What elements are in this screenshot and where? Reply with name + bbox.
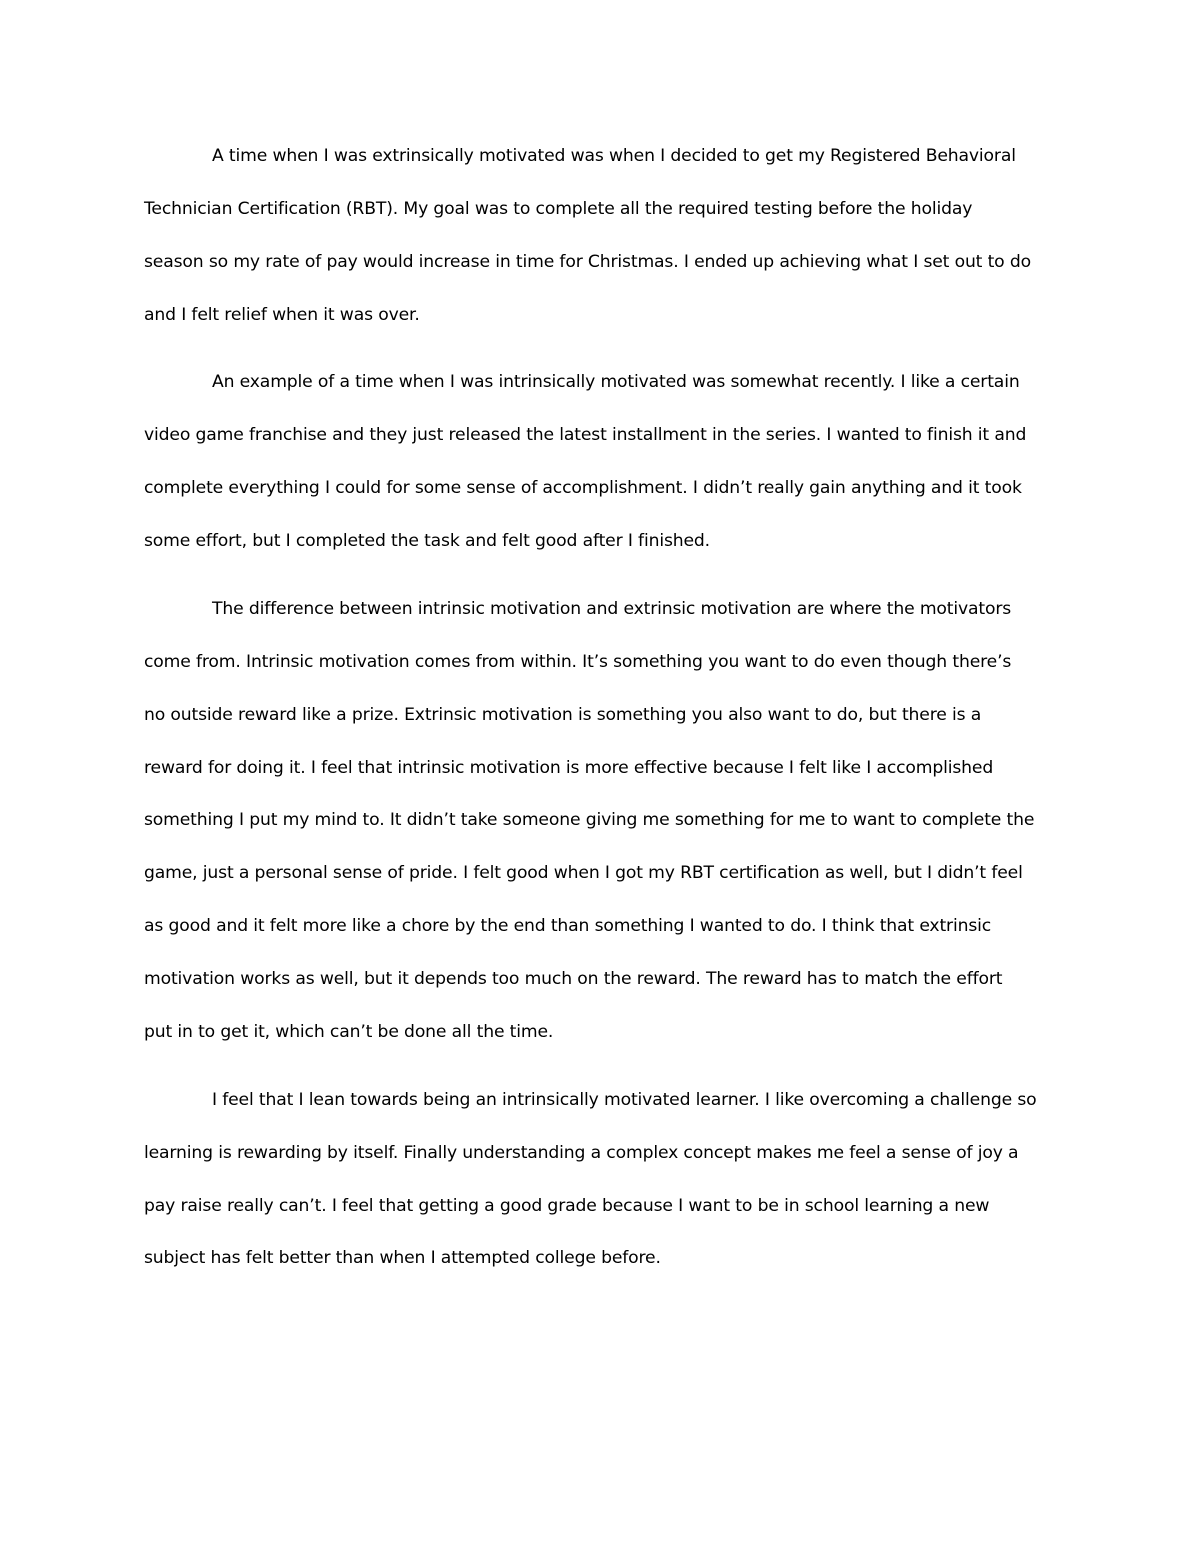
paragraph-3-line-4: reward for doing it. I feel that intrinsic motivation is more effective because I felt like I accomplished	[144, 758, 994, 778]
paragraph-4-line-2: learning is rewarding by itself. Finally understanding a complex concept makes me feel a sense of joy a	[144, 1143, 1019, 1163]
paragraph-1-line-1: A time when I was extrinsically motivated was when I decided to get my Registered Behavioral	[212, 146, 1016, 166]
paragraph-3-line-3: no outside reward like a prize. Extrinsic motivation is something you also want to do, but there is a	[144, 705, 982, 725]
paragraph-3-line-8: motivation works as well, but it depends too much on the reward. The reward has to match the effort	[144, 969, 1003, 989]
paragraph-3-line-7: as good and it felt more like a chore by the end than something I wanted to do. I think that extrinsic	[144, 916, 992, 936]
paragraph-1-line-2: Technician Certification (RBT). My goal was to complete all the required testing before the holiday	[144, 199, 973, 219]
paragraph-1-line-3: season so my rate of pay would increase in time for Christmas. I ended up achieving what I set out to do	[144, 252, 1031, 272]
paragraph-2-line-2: video game franchise and they just released the latest installment in the series. I wanted to finish it and	[144, 425, 1027, 445]
paragraph-3-line-1: The difference between intrinsic motivation and extrinsic motivation are where the motivators	[212, 599, 1012, 619]
paragraph-4-line-3: pay raise really can’t. I feel that getting a good grade because I want to be in school learning a new	[144, 1196, 990, 1216]
paragraph-3-line-6: game, just a personal sense of pride. I felt good when I got my RBT certification as well, but I didn’t feel	[144, 863, 1023, 883]
paragraph-2-line-1: An example of a time when I was intrinsically motivated was somewhat recently. I like a certain	[212, 372, 1020, 392]
paragraph-3-line-9: put in to get it, which can’t be done all the time.	[144, 1022, 554, 1042]
paragraph-1-line-4: and I felt relief when it was over.	[144, 305, 420, 325]
paragraph-3-line-2: come from. Intrinsic motivation comes from within. It’s something you want to do even though there’s	[144, 652, 1012, 672]
paragraph-4-line-1: I feel that I lean towards being an intrinsically motivated learner. I like overcoming a challenge so	[212, 1090, 1037, 1110]
paragraph-2-line-4: some effort, but I completed the task and felt good after I finished.	[144, 531, 710, 551]
paragraph-4-line-4: subject has felt better than when I attempted college before.	[144, 1248, 661, 1268]
paragraph-2-line-3: complete everything I could for some sense of accomplishment. I didn’t really gain anything and it took	[144, 478, 1022, 498]
paragraph-3-line-5: something I put my mind to. It didn’t take someone giving me something for me to want to complete the	[144, 810, 1035, 830]
